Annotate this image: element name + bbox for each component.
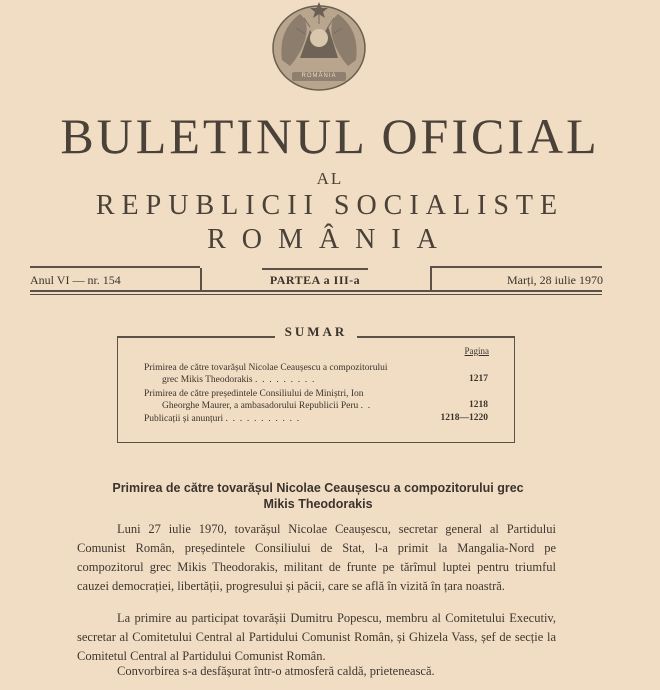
sumar-box bbox=[117, 336, 515, 443]
sumar-title: SUMAR bbox=[284, 324, 348, 339]
sumar-entry-line2: grec Mikis Theodorakis bbox=[162, 375, 253, 385]
masthead-republic: REPUBLICII SOCIALISTE bbox=[95, 190, 565, 221]
issue-bar-rule-top-right bbox=[430, 266, 602, 268]
emblem-ribbon-text: ROMÂNIA bbox=[301, 73, 337, 79]
sumar-entry-line2: Gheorghe Maurer, a ambasadorului Republicii Peru bbox=[162, 401, 359, 411]
sumar-entry bbox=[144, 388, 464, 412]
article-title bbox=[0, 480, 636, 512]
issue-bar-rule-top-left bbox=[30, 266, 200, 268]
sumar-page-header: Pagina bbox=[464, 346, 489, 356]
leader-dots: . . bbox=[360, 401, 371, 411]
sumar-entry bbox=[144, 362, 464, 386]
sumar-entry-page: 1218—1220 bbox=[440, 413, 488, 423]
article-paragraph: Luni 27 iulie 1970, tovarășul Nicolae Ceaușescu, secretar general al Partidului Comunist Român, președintele Consiliului de Stat, l-a primit la Mangalia-Nord pe compozitorul grec Mikis Theodorakis, militant de frunte pe tărîmul luptei pentru triumful cauzei democrației, libertății, progresului și păcii, care se află în vizită în țara noastră. bbox=[77, 522, 556, 593]
sumar-entry bbox=[144, 413, 464, 425]
issue-bar-rule-top-center bbox=[262, 268, 368, 270]
sumar-entry-page: 1217 bbox=[469, 374, 488, 384]
issue-bar-divider-right bbox=[430, 268, 432, 290]
issue-bar-rule-bottom bbox=[30, 290, 602, 292]
article-title-line1: Primirea de către tovarășul Nicolae Ceaușescu a compozitorului grec bbox=[112, 481, 524, 495]
sumar-entry-line1: Primirea de către tovarășul Nicolae Ceaușescu a compozitorului bbox=[144, 363, 388, 373]
issue-bar-rule-bottom-2 bbox=[30, 294, 602, 295]
leader-dots: . . . . . . . . . . . bbox=[225, 414, 300, 424]
sumar-entry-page: 1218 bbox=[469, 400, 488, 410]
masthead-title: BULETINUL OFICIAL bbox=[60, 108, 600, 164]
article-paragraph: La primire au participat tovarășii Dumitru Popescu, membru al Comitetului Executiv, secretar al Comitetului Central al Partidului Comunist Român, și Ghizela Vass, șef de secție la Comitetul Central al Partidului Comunist Român. bbox=[77, 611, 556, 663]
issue-date: Marți, 28 iulie 1970 bbox=[507, 273, 603, 287]
sumar-entry-line1: Primirea de către președintele Consiliului de Miniștri, Ion bbox=[144, 389, 364, 399]
masthead-al: AL bbox=[316, 169, 344, 188]
sumar-entry-line1: Publicații și anunțuri bbox=[144, 414, 224, 424]
issue-number: Anul VI — nr. 154 bbox=[30, 273, 121, 287]
article-title-line2: Mikis Theodorakis bbox=[263, 497, 373, 511]
article-paragraph: Convorbirea s-a desfășurat într-o atmosferă caldă, prietenească. bbox=[117, 664, 435, 678]
masthead-country: ROMÂNIA bbox=[207, 224, 453, 255]
leader-dots: . . . . . . . . . bbox=[254, 375, 315, 385]
issue-part: PARTEA a III-a bbox=[269, 273, 361, 287]
